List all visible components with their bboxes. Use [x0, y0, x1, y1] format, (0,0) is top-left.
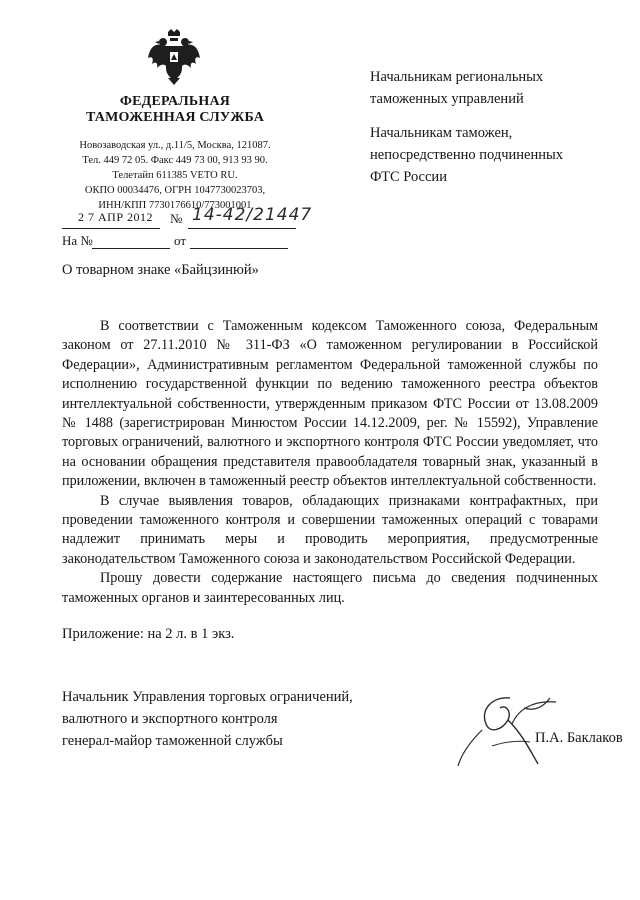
- date-underline: [62, 228, 160, 229]
- teletype-line: Телетайп 611385 VETO RU.: [112, 170, 238, 181]
- phone-fax-line: Тел. 449 72 05. Факс 449 73 00, 913 93 90.: [82, 155, 268, 166]
- letter-body: [62, 317, 598, 608]
- body-paragraph: В соответствии с Таможенным кодексом Таможенного союза, Федеральным законом от 27.11.2010 № 311-ФЗ «О таможенном регулировании в Российской Федерации», Административным регламентом Федеральной таможенной службы по исполнению государственной функции по ведению таможенного реестра объектов интеллектуальной собственности, утвержденным приказом ФТС России от 13.08.2009 № 1488 (зарегистрирован Минюстом России 14.12.2009, рег. № 15592), Управление торговых ограничений, валютного и экспортного контроля ФТС России уведомляет, что на основании обращения представителя правообладателя товарный знак, указанный в приложении, включен в таможенный реестр объектов интеллектуальной собственности.: [62, 318, 598, 490]
- okpo-ogrn-line: ОКПО 00034476, ОГРН 1047730023703,: [84, 185, 266, 196]
- reply-date-underline: [190, 248, 288, 249]
- recipient-block-customs: [370, 122, 620, 188]
- recipient-line: Начальникам региональных: [370, 69, 544, 85]
- reply-number-label: На №: [62, 233, 93, 248]
- recipient-line: таможенных управлений: [370, 91, 524, 107]
- signatory-position: [62, 686, 422, 752]
- reply-date-label: от: [174, 233, 187, 248]
- number-label: №: [170, 211, 183, 226]
- address-line: Новозаводская ул., д.11/5, Москва, 121087.: [79, 140, 271, 151]
- signatory-name: П.А. Баклаков: [535, 730, 623, 746]
- recipient-line: непосредственно подчиненных: [370, 147, 563, 163]
- coat-of-arms-emblem-icon: [146, 28, 202, 86]
- recipient-block-regional: [370, 66, 620, 110]
- signatory-position-line: Начальник Управления торговых ограничений,: [62, 689, 353, 705]
- agency-name-line-2: ТАМОЖЕННАЯ СЛУЖБА: [85, 110, 265, 125]
- recipient-line: ФТС России: [370, 169, 447, 185]
- number-underline: [188, 228, 296, 229]
- signatory-position-line: генерал-майор таможенной службы: [62, 733, 283, 749]
- attachment-note: Приложение: на 2 л. в 1 экз.: [62, 626, 235, 642]
- body-paragraph: В случае выявления товаров, обладающих признаками контрафактных, при проведении таможенного контроля и совершении таможенных операций с товарами надлежит принимать меры и проводить мероприятия, предусмотренные законодательством Таможенного союза и законодательством Российской Федерации.: [62, 492, 598, 567]
- letter-date: 2 7 АПР 2012: [78, 210, 154, 224]
- recipient-line: Начальникам таможен,: [370, 125, 513, 141]
- inn-kpp-line: ИНН/КПП 7730176610/773001001: [98, 200, 252, 211]
- letter-subject: О товарном знаке «Байцзинюй»: [62, 262, 259, 278]
- letter-number: 14-42/21447: [192, 205, 313, 225]
- signatory-position-line: валютного и экспортного контроля: [62, 711, 278, 727]
- body-paragraph: Прошу довести содержание настоящего письма до сведения подчиненных таможенных органов и заинтересованных лиц.: [62, 570, 598, 606]
- agency-name-line-1: ФЕДЕРАЛЬНАЯ: [119, 94, 231, 109]
- reply-number-underline: [92, 248, 170, 249]
